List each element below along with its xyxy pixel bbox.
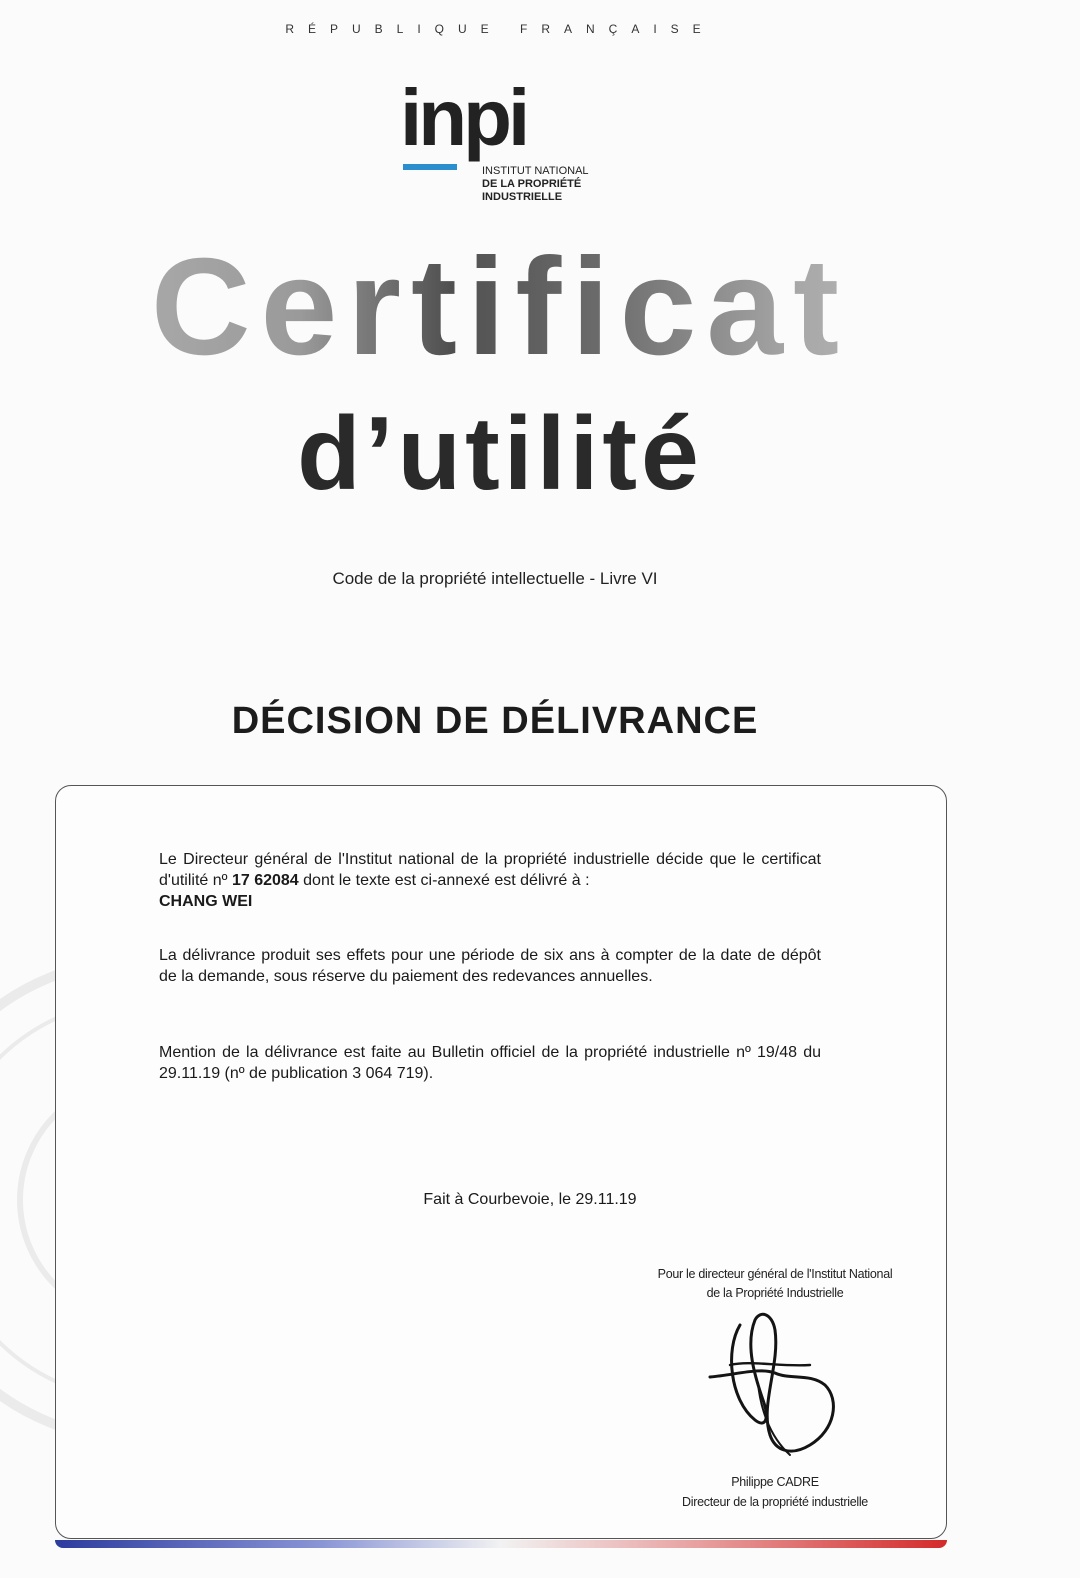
signature-icon — [700, 1305, 860, 1475]
logo-line-1: INSTITUT NATIONAL — [482, 165, 589, 177]
decision-paragraph-2: La délivrance produit ses effets pour une période de six ans à compter de la date de dépôt de la demande, sous réserve du paiement des redevances annuelles. — [159, 947, 821, 985]
logo-line-2: DE LA PROPRIÉTÉ — [482, 178, 582, 190]
signer-title: Directeur de la propriété industrielle — [682, 1495, 868, 1509]
place-date: Fait à Courbevoie, le 29.11.19 — [423, 1191, 637, 1208]
logo-line-3: INDUSTRIELLE — [482, 191, 563, 203]
paragraph-1-before: Le Directeur général de l'Institut national de la propriété industrielle décide que le certificat d'utilité nº — [159, 851, 821, 889]
owner-name: CHANG WEI — [159, 893, 253, 910]
certificate-title: Certificat — [0, 238, 1000, 376]
signer-name: Philippe CADRE — [731, 1475, 819, 1489]
on-behalf-line-1: Pour le directeur général de l'Institut National — [657, 1267, 893, 1281]
decision-paragraph-3: Mention de la délivrance est faite au Bulletin officiel de la propriété industrielle nº 19/48 du 29.11.19 (nº de publication 3 064 719). — [159, 1044, 821, 1082]
on-behalf-line — [640, 1265, 910, 1303]
republic-header: RÉPUBLIQUE FRANÇAISE — [285, 22, 715, 36]
paragraph-1-after: dont le texte est ci-annexé est délivré à : — [303, 872, 590, 889]
certificate-number: 17 62084 — [231, 872, 299, 889]
legal-code-line: Code de la propriété intellectuelle - Livre VI — [332, 569, 658, 588]
logo-word: inpi — [400, 73, 527, 162]
decision-heading: DÉCISION DE DÉLIVRANCE — [231, 700, 759, 742]
tricolor-band — [55, 1540, 947, 1548]
signer-block — [640, 1472, 910, 1512]
logo-subtitle — [482, 165, 589, 204]
decision-paragraph-1 — [159, 849, 821, 912]
inpi-logo — [400, 73, 640, 212]
on-behalf-line-2: de la Propriété Industrielle — [706, 1286, 844, 1300]
logo-accent-bar — [403, 164, 457, 170]
certificate-subtitle: d’utilité — [297, 396, 703, 512]
